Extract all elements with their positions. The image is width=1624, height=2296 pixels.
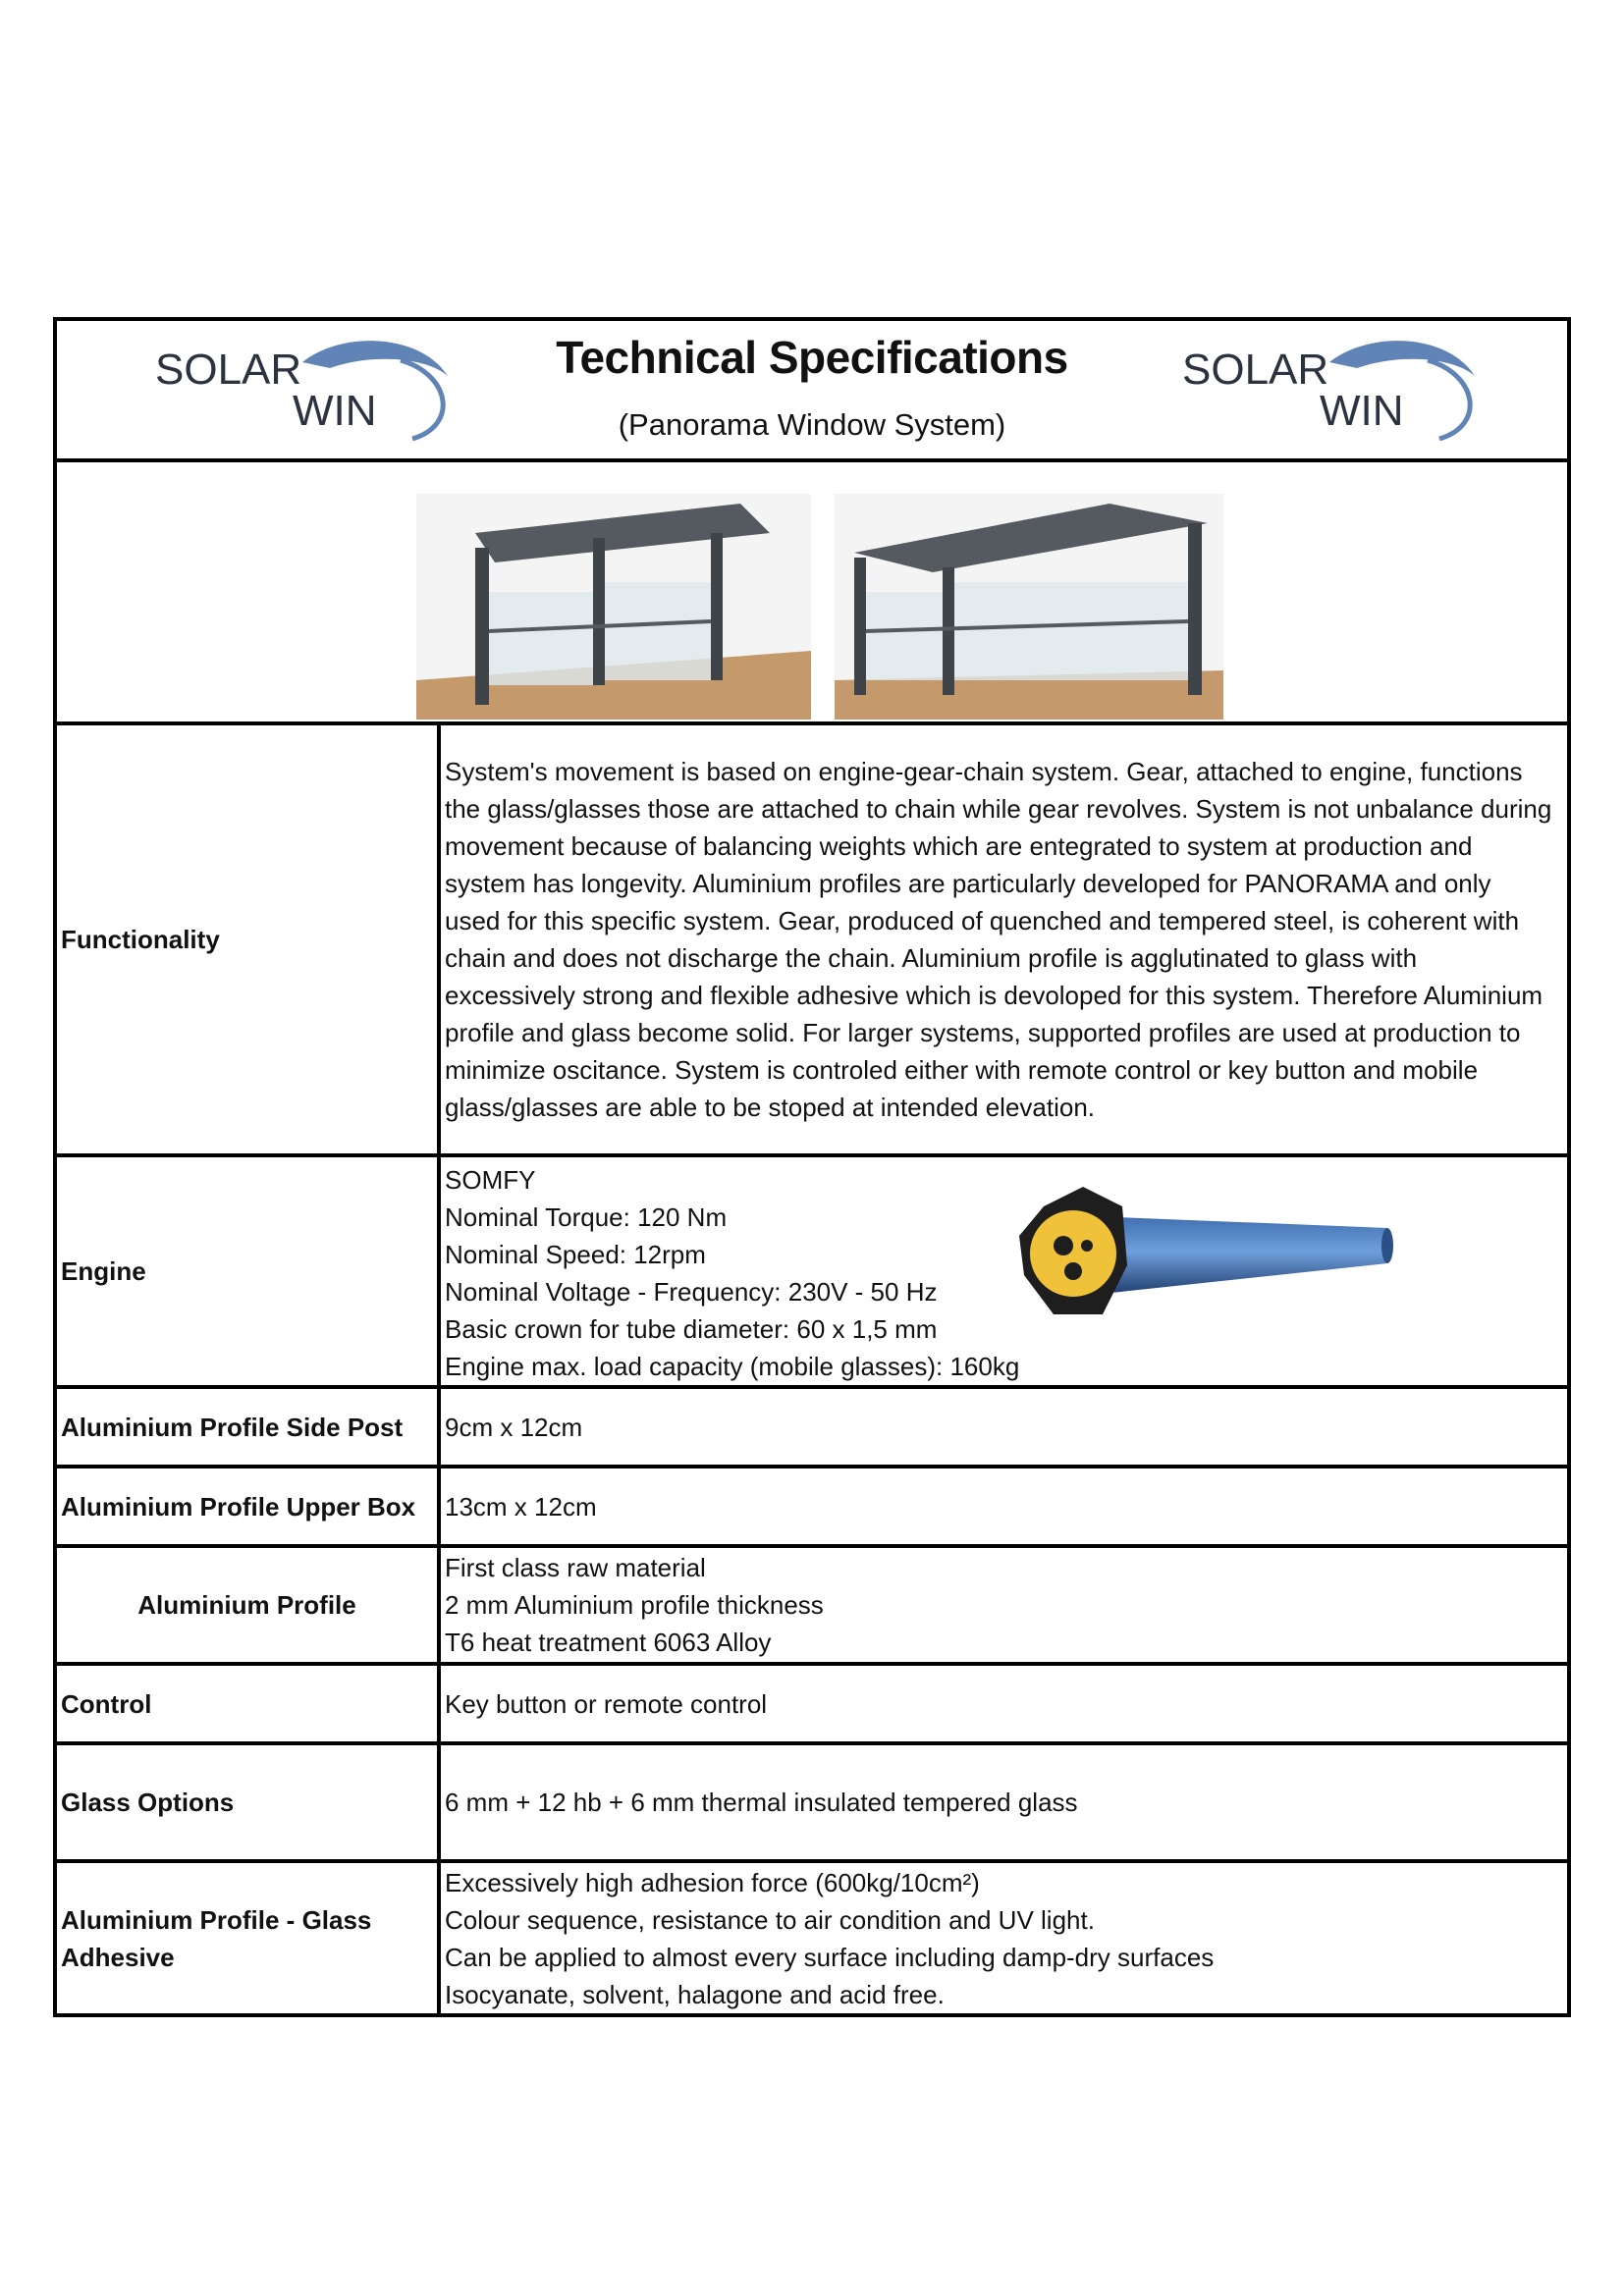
spec-value-line: Basic crown for tube diameter: 60 x 1,5 mm	[445, 1314, 938, 1344]
spec-value-line: First class raw material	[445, 1553, 706, 1582]
spec-value-line: Engine max. load capacity (mobile glasses): 160kg	[445, 1352, 1020, 1381]
spec-row-side-post	[57, 1389, 1567, 1468]
spec-value-cell	[441, 1863, 1567, 2013]
spec-value-line: 2 mm Aluminium profile thickness	[445, 1590, 824, 1620]
spec-row-adhesive	[57, 1863, 1567, 2013]
logo-text-solar: SOLAR	[155, 346, 302, 394]
spec-row-glass-options	[57, 1745, 1567, 1863]
spec-value-line: T6 heat treatment 6063 Alloy	[445, 1628, 772, 1657]
spec-value-line: Excessively high adhesion force (600kg/10cm²)	[445, 1867, 980, 1897]
spec-value: 13cm x 12cm	[445, 1491, 597, 1522]
logo-text-win: WIN	[293, 387, 377, 435]
page-title: Technical Specifications	[556, 332, 1068, 383]
logo-text-win: WIN	[1320, 387, 1404, 435]
spec-row-aluminium-profile	[57, 1548, 1567, 1666]
spec-value-line: SOMFY	[445, 1165, 536, 1195]
spec-label: Aluminium Profile Side Post	[57, 1389, 441, 1465]
spec-value: 9cm x 12cm	[445, 1412, 583, 1442]
spec-value-cell	[441, 725, 1567, 1153]
spec-value-line: Can be applied to almost every surface including damp-dry surfaces	[445, 1942, 1215, 1972]
spec-value-line: Isocyanate, solvent, halagone and acid free.	[445, 1979, 945, 2009]
spec-value-cell	[441, 1468, 1567, 1544]
header-row	[57, 321, 1567, 462]
spec-value-cell	[441, 1666, 1567, 1741]
spec-label: Engine	[57, 1157, 441, 1385]
spec-label: Functionality	[57, 725, 441, 1153]
spec-label-line: Aluminium Profile - Glass	[61, 1904, 372, 1935]
logo-text-solar: SOLAR	[1182, 346, 1329, 394]
spec-value-line: Nominal Speed: 12rpm	[445, 1240, 706, 1269]
pergola-icon	[835, 494, 1223, 720]
spec-value-cell	[441, 1389, 1567, 1465]
spec-value: System's movement is based on engine-gear-chain system. Gear, attached to engine, functions the glass/glasses those are attached to chain while gear revolves. System is not unbalance during movement because of balancing weights which are entegrated to system at production and system has longevity. Aluminium profiles are particularly developed for PANORAMA and only used for this specific system. Gear, produced of quenched and tempered steel, is coherent with chain and does not discharge the chain. Aluminium profile is agglutinated to glass with excessively strong and flexible adhesive which is devoloped for this system. Therefore Aluminium profile and glass become solid. For larger systems, supported profiles are used at production to minimize oscitance. System is controled either with remote control or key button and mobile glass/glasses are able to be stoped at intended elevation.	[445, 757, 1552, 1122]
spec-row-upper-box	[57, 1468, 1567, 1548]
spec-value: 6 mm + 12 hb + 6 mm thermal insulated tempered glass	[445, 1788, 1078, 1817]
spec-row-functionality	[57, 725, 1567, 1157]
spec-label: Control	[57, 1666, 441, 1741]
spec-row-engine	[57, 1157, 1567, 1389]
spec-value-line: Nominal Torque: 120 Nm	[445, 1202, 728, 1232]
spec-value-cell	[441, 1745, 1567, 1859]
spec-sheet	[53, 317, 1571, 2017]
spec-label: Glass Options	[57, 1745, 441, 1859]
product-images-row	[57, 462, 1567, 725]
spec-value-cell	[441, 1548, 1567, 1662]
pergola-icon	[416, 494, 811, 720]
spec-value-line: Nominal Voltage - Frequency: 230V - 50 Hz	[445, 1277, 938, 1307]
spec-value-cell	[441, 1157, 1567, 1385]
spec-value-line: Colour sequence, resistance to air condition and UV light.	[445, 1904, 1095, 1935]
page-subtitle: (Panorama Window System)	[618, 407, 1006, 442]
spec-label: Aluminium Profile Upper Box	[57, 1468, 441, 1544]
spec-value: Key button or remote control	[445, 1688, 768, 1719]
spec-row-control	[57, 1666, 1567, 1745]
spec-label: Aluminium Profile	[57, 1548, 441, 1662]
spec-label	[57, 1863, 441, 2013]
spec-label-line: Adhesive	[61, 1942, 175, 1972]
tubular-motor-icon	[1004, 1177, 1397, 1334]
solarwin-logo	[1182, 335, 1487, 445]
